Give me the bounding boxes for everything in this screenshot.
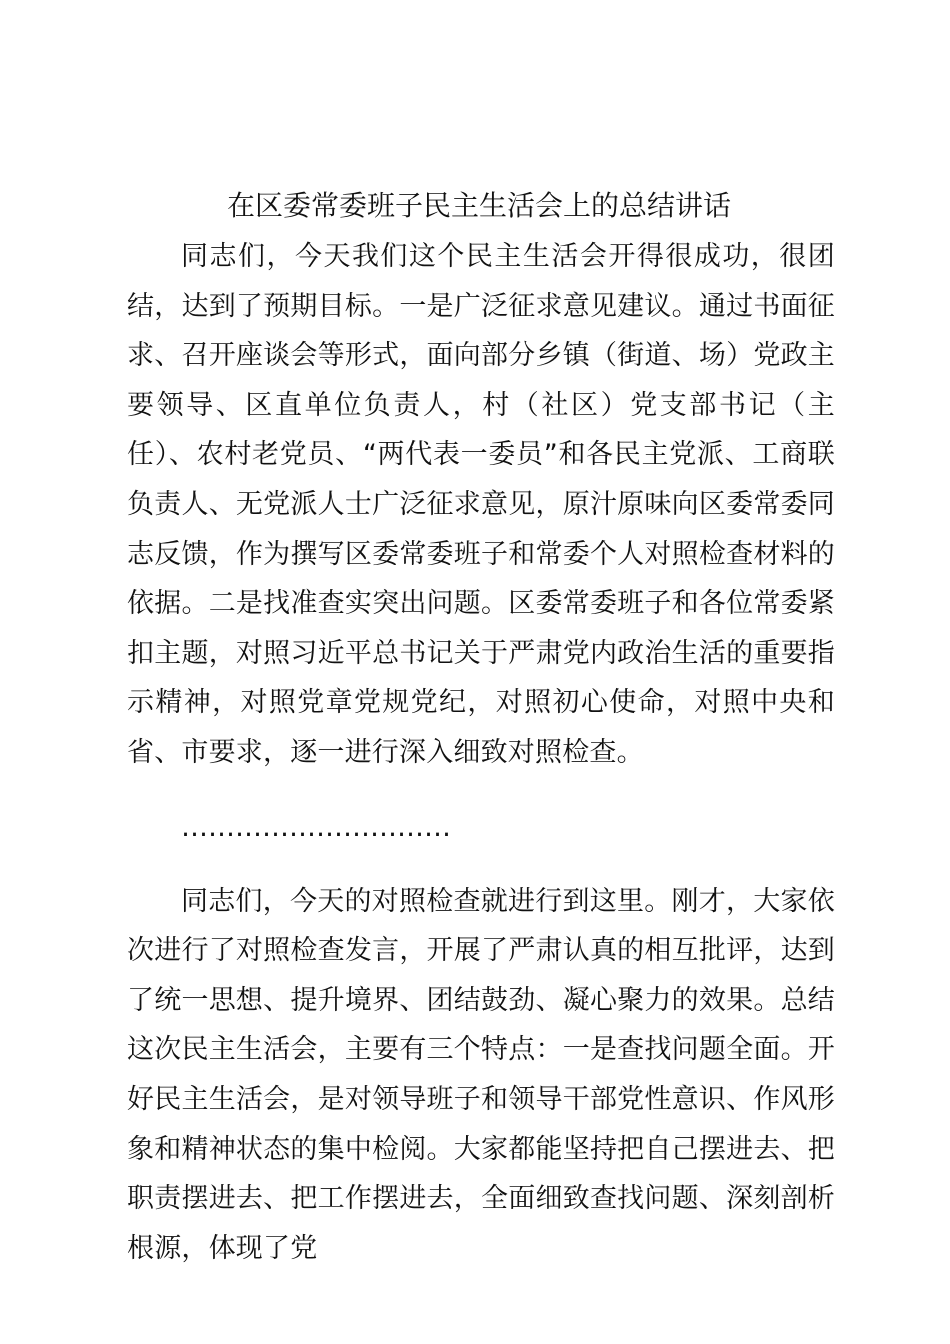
ellipsis-separator: ………………………… [181,811,451,843]
document-body [127,232,835,1273]
paragraph-1: 同志们，今天我们这个民主生活会开得很成功，很团结，达到了预期目标。一是广泛征求意见建议。通过书面征求、召开座谈会等形式，面向部分乡镇（街道、场）党政主要领导、区直单位负责人，村（社区）党支部书记（主任）、农村老党员、“两代表一委员”和各民主党派、工商联负责人、无党派人士广泛征求意见，原汁原味向区委常委同志反馈，作为撰写区委常委班子和常委个人对照检查材料的依据。二是找准查实突出问题。区委常委班子和各位常委紧扣主题，对照习近平总书记关于严肃党内政治生活的重要指示精神，对照党章党规党纪，对照初心使命，对照中央和省、市要求，逐一进行深入细致对照检查。 [127,241,835,768]
document-title: 在区委常委班子民主生活会上的总结讲话 [226,189,731,222]
paragraph-2: 同志们，今天的对照检查就进行到这里。刚才，大家依次进行了对照检查发言，开展了严肃认真的相互批评，达到了统一思想、提升境界、团结鼓劲、凝心聚力的效果。总结这次民主生活会，主要有三个特点：一是查找问题全面。开好民主生活会，是对领导班子和领导干部党性意识、作风形象和精神状态的集中检阅。大家都能坚持把自己摆进去、把职责摆进去、把工作摆进去，全面细致查找问题、深刻剖析根源，体现了党 [127,885,835,1264]
